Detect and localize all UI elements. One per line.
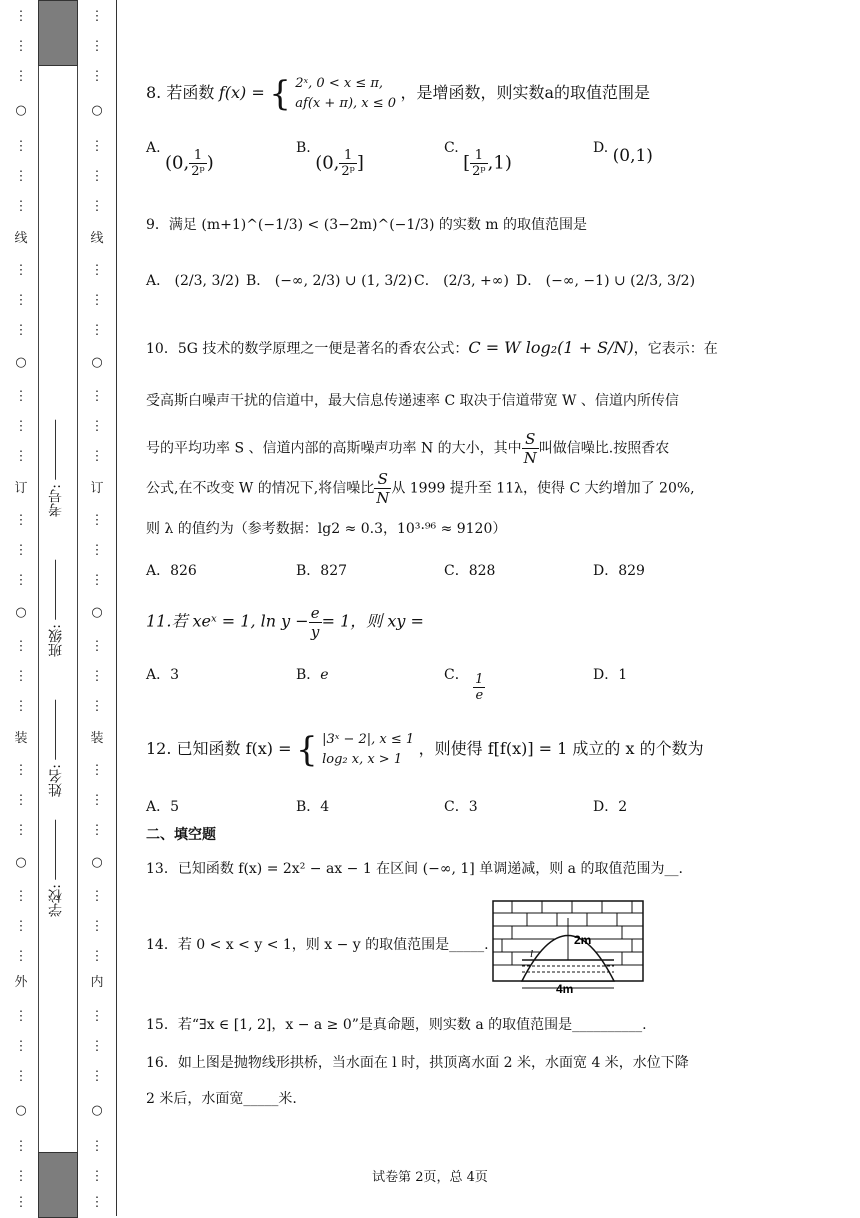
piecewise-cases: |3ˣ − 2|, x ≤ 1 log₂ x, x > 1 (322, 732, 415, 767)
question-15: 15．若“∃x ∈ [1, 2]，x − a ≥ 0”是真命题，则实数 a 的取值范围是__________. (146, 1017, 647, 1033)
brace: { (269, 74, 291, 114)
dots: ⋮ (14, 9, 28, 24)
name-field[interactable]: 姓名: (46, 700, 68, 797)
q8-option-c[interactable]: C. [ $\frac{1}{\text{2ᵖ}}$ ,1) (444, 140, 512, 179)
margin-dark-bar-bottom (38, 1152, 78, 1218)
school-field[interactable]: 学校: (46, 820, 68, 917)
q11-option-c[interactable]: C． $\frac{1}{e}$ (444, 667, 484, 703)
question-10-line-2: 受高斯白噪声干扰的信道中，最大信息传递速率 C 取决于信道带宽 W 、信道内所传信 (146, 393, 679, 409)
q12-option-b[interactable]: B．4 (296, 799, 330, 815)
question-11: 11.若 xeˣ = 1, ln y − $\frac{e}{y}$ = 1，则 xy = (146, 604, 424, 641)
question-9: 9．满足 (m+1)^(−1/3) < (3−2m)^(−1/3) 的实数 m 的取值范围是 (146, 217, 588, 233)
q9-option-d[interactable]: D． (−∞, −1) ∪ (2/3, 3/2) (516, 273, 696, 289)
circle-mark: ○ (15, 103, 27, 118)
question-16-line-2: 2 米后，水面宽_____米. (146, 1091, 297, 1107)
margin-border-line (116, 0, 117, 1216)
inner-dotted-column: ⋮ ⋮ ⋮ ○ ⋮ ⋮ ⋮ 线 ⋮ ⋮ ⋮ ○ ⋮ ⋮ ⋮ 订 ⋮ ⋮ ⋮ ○ ⋮ ⋮ ⋮ 装 ⋮ ⋮ ⋮ ○ ⋮ ⋮ ⋮ 内 ⋮ ⋮ ⋮ ○ ⋮ ⋮ ⋮ (90, 9, 104, 1210)
q10-option-a[interactable]: A．826 (146, 563, 197, 579)
q8-option-b[interactable]: B. (0, $\frac{1}{\text{2ᵖ}}$ ] (296, 140, 364, 179)
q11-option-a[interactable]: A．3 (146, 667, 180, 683)
page-footer: 试卷第 2页，总 4页 (372, 1170, 488, 1185)
arch-bridge-figure (492, 900, 644, 996)
margin-char-wai: 外 (14, 975, 28, 990)
q12-option-d[interactable]: D．2 (593, 799, 628, 815)
arch-height-label: 2m (574, 933, 592, 947)
brace: { (296, 730, 318, 770)
q11-option-d[interactable]: D．1 (593, 667, 628, 683)
section-title-fill-blank: 二、填空题 (146, 827, 216, 843)
q8-option-a[interactable]: A. (0, $\frac{1}{\text{2ᵖ}}$ ) (146, 140, 214, 179)
q9-option-c[interactable]: C． (2/3, +∞) (414, 273, 509, 289)
outer-dotted-column: ⋮ ⋮ ⋮ ○ ⋮ ⋮ ⋮ 线 ⋮ ⋮ ⋮ ○ ⋮ ⋮ ⋮ 订 ⋮ ⋮ ⋮ ○ ⋮ ⋮ ⋮ 装 ⋮ ⋮ ⋮ ○ ⋮ ⋮ ⋮ 外 ⋮ ⋮ ⋮ ○ ⋮ ⋮ ⋮ (10, 0, 32, 1216)
margin-char-line: 线 (14, 231, 28, 246)
margin-dark-bar-top (38, 0, 78, 66)
q12-option-c[interactable]: C．3 (444, 799, 478, 815)
binding-margin (0, 0, 118, 1216)
number-field[interactable]: 考号: (46, 420, 68, 517)
question-10-line-5: 则 λ 的值约为（参考数据：lg2 ≈ 0.3，10³·⁹⁶ ≈ 9120） (146, 521, 507, 537)
question-12: 12. 已知函数 f(x) = { |3ˣ − 2|, x ≤ 1 log₂ x, x > 1 ，则使得 f[f(x)] = 1 成立的 x 的个数为 (146, 730, 704, 770)
q12-option-a[interactable]: A．5 (146, 799, 180, 815)
question-10-line-3: 号的平均功率 S 、信道内部的高斯噪声功率 N 的大小，其中 $\frac{S}{N}$ 叫做信噪比.按照香农 (146, 430, 670, 467)
q10-option-b[interactable]: B．827 (296, 563, 348, 579)
q8-option-d[interactable]: D. (0,1) (593, 140, 653, 166)
margin-char-zhuang: 装 (14, 731, 28, 746)
q10-option-d[interactable]: D．829 (593, 563, 645, 579)
piecewise-cases: 2ˣ, 0 < x ≤ π, af(x + π), x ≤ 0 (295, 76, 397, 111)
water-line-label: l (530, 948, 534, 960)
question-16-line-1: 16．如上图是抛物线形拱桥，当水面在 l 时，拱顶离水面 2 米，水面宽 4 米，水位下降 (146, 1055, 689, 1071)
class-field[interactable]: 班级: (46, 560, 68, 657)
q11-option-b[interactable]: B．e (296, 667, 329, 683)
q9-option-a[interactable]: A． (2/3, 3/2) (146, 273, 240, 289)
q9-option-b[interactable]: B． (−∞, 2/3) ∪ (1, 3/2) (246, 273, 413, 289)
margin-char-ding: 订 (14, 481, 28, 496)
question-8: 8. 若函数 f(x) = { 2ˣ, 0 < x ≤ π, af(x + π), x ≤ 0 ，是增函数，则实数a的取值范围是 (146, 74, 651, 114)
water-width-label: 4m (556, 982, 574, 996)
question-10-line-4: 公式,在不改变 W 的情况下,将信噪比 $\frac{S}{N}$ 从 1999 提升至 11λ，使得 C 大约增加了 20%, (146, 470, 695, 507)
question-13: 13．已知函数 f(x) = 2x² − ax − 1 在区间 (−∞, 1] 单调递减，则 a 的取值范围为__. (146, 861, 683, 877)
question-14: 14．若 0 < x < y < 1，则 x − y 的取值范围是_____. (146, 937, 489, 953)
question-10-line-1: 10．5G 技术的数学原理之一便是著名的香农公式：C = W log₂(1 + S/N)，它表示：在 (146, 338, 718, 357)
q10-option-c[interactable]: C．828 (444, 563, 496, 579)
